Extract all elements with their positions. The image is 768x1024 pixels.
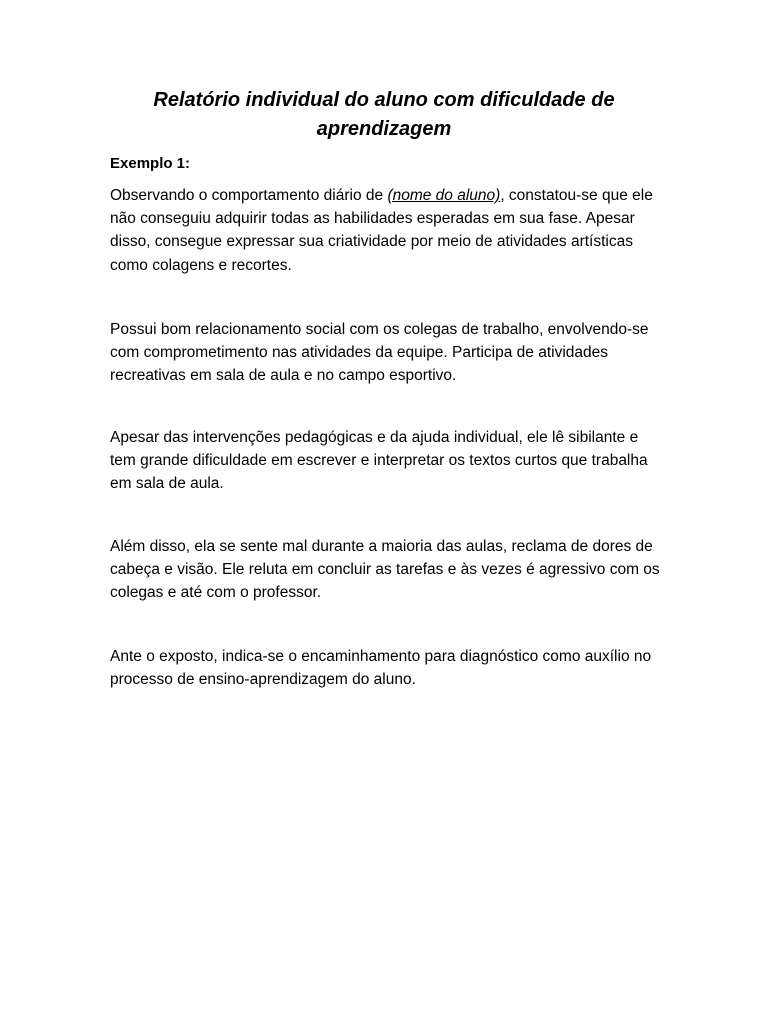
- paragraph-1-after: , constatou-se que ele não conseguiu adquirir todas as habilidades esperadas em sua fase. Apesar disso, consegue expressar sua criatividade por meio de atividades artísticas como colagens e recortes.: [110, 187, 653, 274]
- paragraph-3: Apesar das intervenções pedagógicas e da ajuda individual, ele lê sibilante e tem grande dificuldade em escrever e interpretar os textos curtos que trabalha em sala de aula.: [110, 429, 648, 493]
- example-heading: Exemplo 1:: [110, 155, 191, 172]
- paragraph-1-before: Observando o comportamento diário de: [110, 187, 388, 204]
- paragraph-2: Possui bom relacionamento social com os colegas de trabalho, envolvendo-se com comprometimento nas atividades da equipe. Participa de atividades recreativas em sala de aula e no campo esportivo.: [110, 321, 649, 385]
- paragraph-4: Além disso, ela se sente mal durante a maioria das aulas, reclama de dores de cabeça e visão. Ele reluta em concluir as tarefas e às vezes é agressivo com os colegas e até com o professor.: [110, 538, 660, 602]
- document-title: Relatório individual do aluno com dificuldade de aprendizagem: [153, 89, 615, 140]
- student-name-placeholder: (nome do aluno): [387, 187, 501, 204]
- paragraph-1: [110, 184, 660, 277]
- paragraph-5: Ante o exposto, indica-se o encaminhamento para diagnóstico como auxílio no processo de ensino-aprendizagem do aluno.: [110, 648, 652, 689]
